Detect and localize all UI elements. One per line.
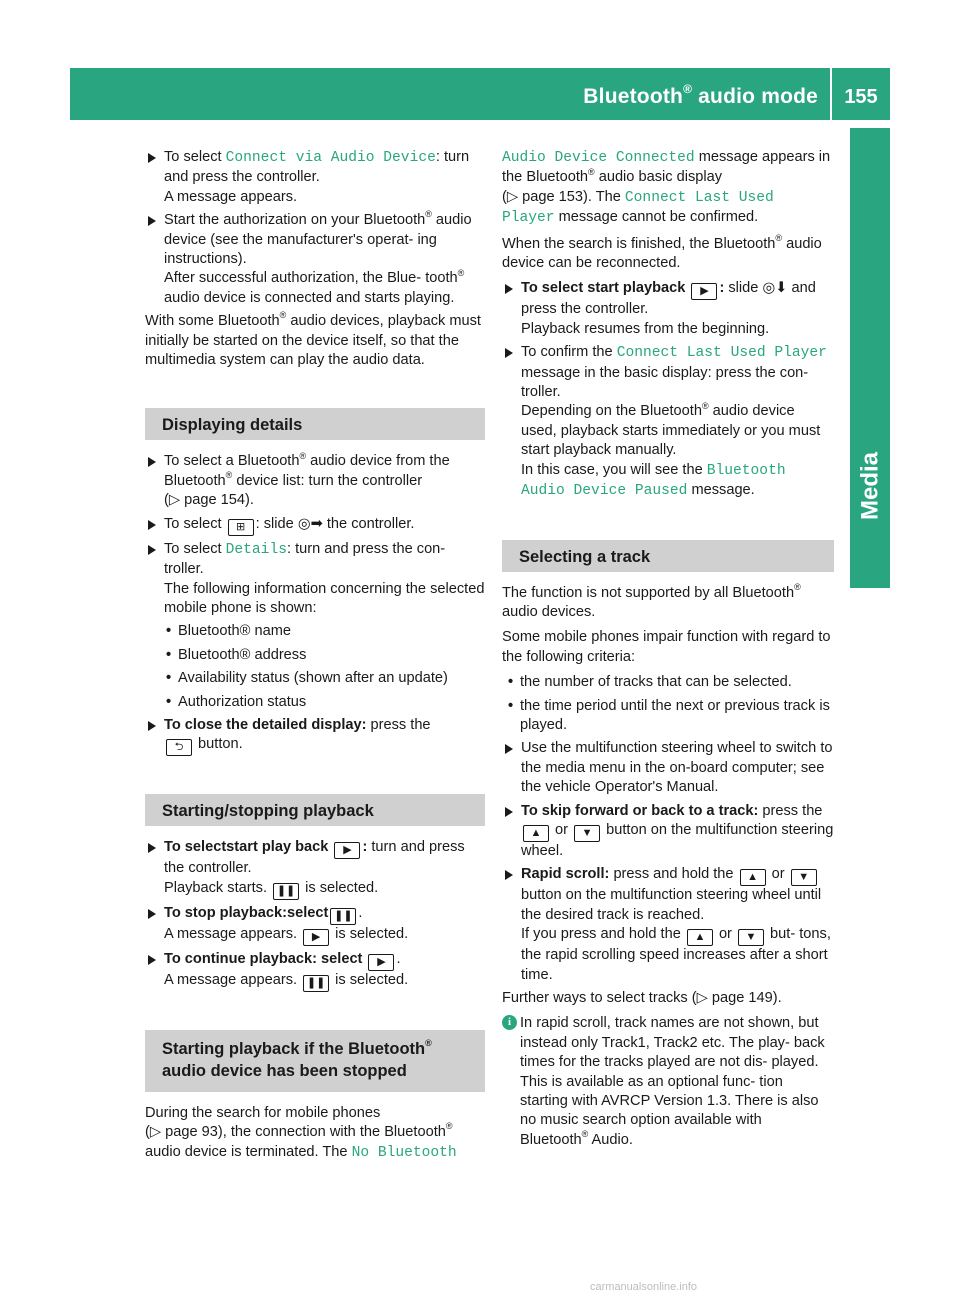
code-connect-last-used-player: Connect Last Used Player [502, 189, 774, 227]
code-details: Details [225, 541, 287, 558]
down-arrow-icon: ▼ [738, 929, 764, 946]
step-stop-playback: To stop playback:select ❚❚ . A message appears. ▶ is selected. [145, 904, 485, 946]
para-function-not-supported: The function is not supported by all Bluetooth® audio devices. [502, 581, 801, 620]
step-rapid-scroll: Rapid scroll: press and hold the ▲ or ▼ button on the multifunction steering wheel until the desired track is reached. If you press and hold the ▲ or ▼ but- tons, the rapid scrolling speed increases after a short time. [502, 865, 834, 985]
para-impair-function: Some mobile phones impair function with regard to the following criteria: [502, 629, 831, 665]
criteria-list [502, 673, 834, 735]
pause-icon: ❚❚ [330, 908, 356, 925]
list-item: • Bluetooth® address [160, 646, 485, 665]
right-column [502, 148, 834, 1150]
step-skip-track: To skip forward or back to a track: press the ▲ or ▼ button on the multifunction steering wheel. [502, 802, 834, 862]
step-confirm-connect-last-used: To confirm the Connect Last Used Player message in the basic display: press the con- troller. Depending on the Bluetooth® audio device used, playback starts immediately or you must start playback manually. In this case, you will see the Bluetooth Audio Device Paused message. [502, 343, 834, 501]
list-item: • the number of tracks that can be selected. [502, 673, 834, 692]
details-list [160, 622, 485, 712]
chapter-title: Bluetooth® audio mode [583, 82, 818, 108]
code-audio-device-connected: Audio Device Connected [502, 150, 695, 166]
play-icon: ▶ [303, 929, 329, 946]
step-continue-playback: To continue playback: select ▶ . A message appears. ❚❚ is selected. [145, 950, 485, 992]
code-connect-via-audio-device: Connect via Audio Device [225, 150, 436, 166]
info-note: i In rapid scroll, track names are not shown, but instead only Track1, Track2 etc. The play- back times for the tracks played are not dis- played. This is available as an optional func- tion starting with AVRCP Version 1.3. There is also no music search option available with Bluetooth® Audio. [502, 1014, 834, 1150]
page-number: 155 [844, 86, 878, 108]
code-no-bluetooth: No Bluetooth [351, 1144, 457, 1161]
down-arrow-icon: ▼ [791, 869, 817, 886]
section-displaying-details: Displaying details [145, 408, 485, 440]
code-connect-last-used-player: Connect Last Used Player [616, 345, 827, 362]
controller-slide-down-icon: ◎⬇ [762, 280, 788, 297]
step-select-start-playback: To select start playback ▶ : slide ◎⬇ and press the controller. Playback resumes from the beginning. [502, 279, 834, 339]
step-start-playback: To selectstart play back ▶ : turn and press the controller. Playback starts. ❚❚ is selected. [145, 838, 485, 899]
list-item: • the time period until the next or previous track is played. [502, 697, 834, 736]
watermark-url: carmanualsonline.info [590, 1281, 698, 1293]
code-bluetooth-audio-device-paused: Bluetooth Audio Device Paused [521, 462, 786, 500]
para-search-finished: When the search is finished, the Bluetooth® audio device can be reconnected. [502, 232, 822, 272]
para-search-terminated: During the search for mobile phones (▷ page 93), the connection with the Bluetooth® audio device is terminated. The No Bluetooth [145, 1104, 457, 1161]
step-use-steering-wheel: Use the multifunction steering wheel to switch to the media menu in the on-board computer; see the vehicle Operator's Manual. [502, 739, 834, 797]
section-starting-after-stopped: Starting playback if the Bluetooth® audio device has been stopped [145, 1030, 485, 1092]
play-icon: ▶ [368, 954, 394, 971]
up-arrow-icon: ▲ [687, 929, 713, 946]
section-starting-stopping: Starting/stopping playback [145, 794, 485, 826]
info-icon: i [502, 1015, 517, 1030]
step-select-details: To select Details: turn and press the con- troller. The following information concerning the selected mobile phone is shown: [145, 540, 485, 619]
controller-slide-right-icon: ◎➡ [297, 515, 323, 532]
left-column [145, 148, 485, 1163]
para-further-ways: Further ways to select tracks (▷ page 149). [502, 990, 782, 1006]
pause-icon: ❚❚ [303, 975, 329, 992]
step-select-connect: To select Connect via Audio Device: turn and press the controller. A message appears. [145, 148, 485, 207]
para-some-devices: With some Bluetooth® audio devices, playback must initially be started on the device itself, so that the multimedia system can play the audio data. [145, 310, 481, 369]
play-icon: ▶ [691, 283, 717, 300]
step-select-device: To select a Bluetooth® audio device from the Bluetooth® device list: turn the controller (▷ page 154). [145, 452, 485, 510]
up-arrow-icon: ▲ [523, 825, 549, 842]
side-tab-label: Media [856, 451, 884, 521]
list-item: • Availability status (shown after an update) [160, 669, 485, 688]
up-arrow-icon: ▲ [740, 869, 766, 886]
down-arrow-icon: ▼ [574, 825, 600, 842]
para-audio-device-connected: Audio Device Connected message appears in the Bluetooth® audio basic display (▷ page 153). The Connect Last Used Player message cannot be confirmed. [502, 149, 831, 227]
pause-icon: ❚❚ [273, 883, 299, 900]
play-icon: ▶ [334, 842, 360, 859]
header-bar [70, 68, 890, 120]
section-selecting-track: Selecting a track [502, 540, 834, 572]
step-select-menu-icon: To select ⊞ : slide ◎➡ the controller. [145, 515, 485, 536]
back-icon: ⮌ [166, 739, 192, 756]
list-item: • Bluetooth® name [160, 622, 485, 641]
list-item: • Authorization status [160, 693, 485, 712]
menu-icon: ⊞ [228, 519, 254, 536]
side-tab-media [850, 128, 890, 588]
step-close-details: To close the detailed display: press the ⮌ button. [145, 716, 485, 756]
step-start-authorization: Start the authorization on your Bluetooth® audio device (see the manufacturer's operat- ing instructions). After successful authorization, the Blue- tooth® audio device is connected and starts playing. [145, 211, 485, 308]
